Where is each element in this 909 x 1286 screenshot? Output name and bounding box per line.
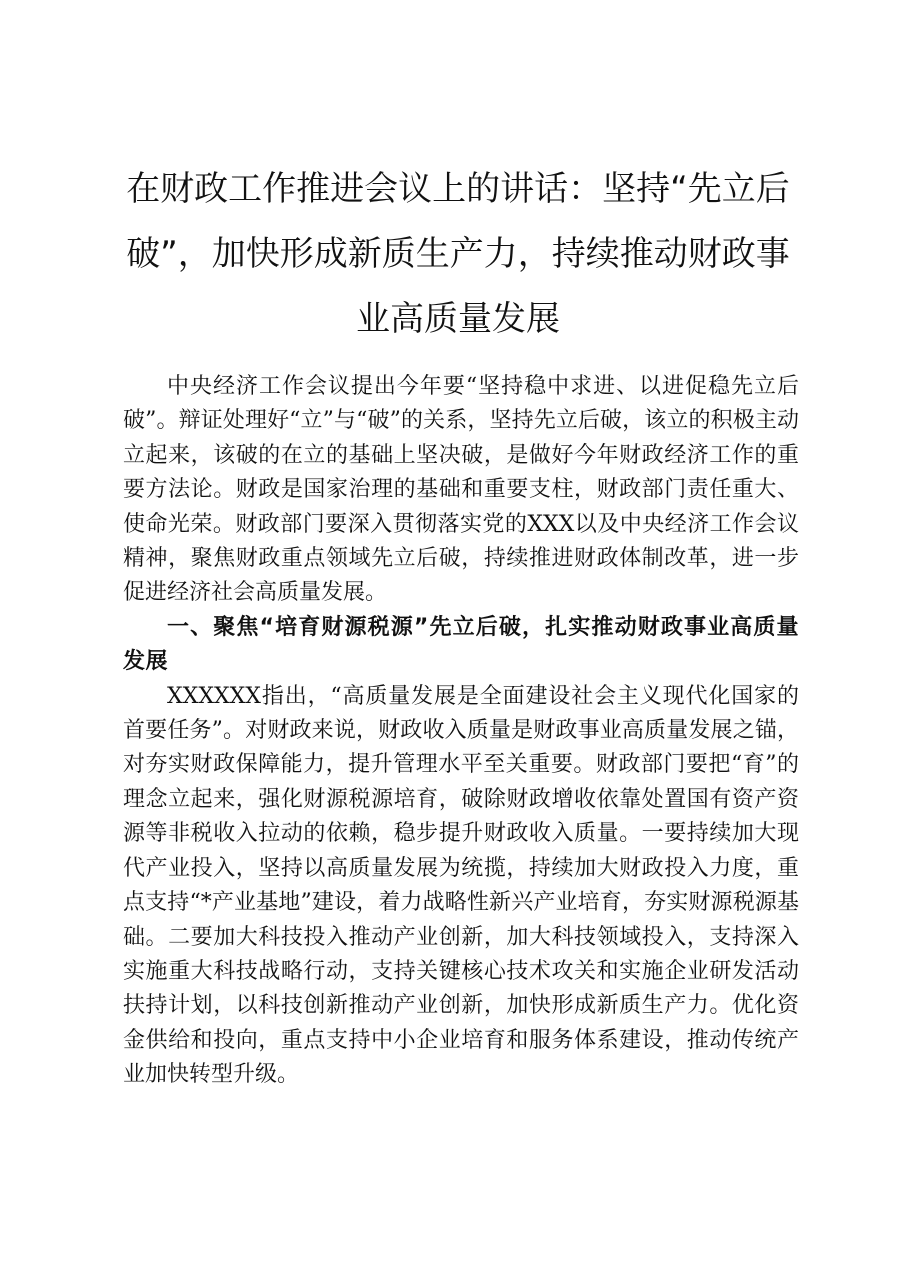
document-body — [123, 370, 799, 1093]
document-title: 在财政工作推进会议上的讲话：坚持“先立后破”，加快形成新质生产力，持续推动财政事业高质量发展 — [126, 169, 790, 339]
body-paragraph: XXXXXX指出，“高质量发展是全面建设社会主义现代化国家的首要任务”。对财政来说，财政收入质量是财政事业高质量发展之锚，对夯实财政保障能力，提升管理水平至关重要。财政部门要把“育”的理念立起来，强化财源税源培育，破除财政增收依靠处置国有资产资源等非税收入拉动的依赖，稳步提升财政收入质量。一要持续加大现代产业投入，坚持以高质量发展为统揽，持续加大财政投入力度，重点支持“*产业基地”建设，着力战略性新兴产业培育，夯实财源税源基础。二要加大科技投入推动产业创新，加大科技领域投入，支持深入实施重大科技战略行动，支持关键核心技术攻关和实施企业研发活动扶持计划，以科技创新推动产业创新，加快形成新质生产力。优化资金供给和投向，重点支持中小企业培育和服务体系建设，推动传统产业加快转型升级。 — [123, 683, 799, 1088]
section-heading: 一、聚焦“培育财源税源”先立后破，扎实推动财政事业高质量发展 — [123, 614, 799, 675]
intro-paragraph: 中央经济工作会议提出今年要“坚持稳中求进、以进促稳先立后破”。辩证处理好“立”与“破”的关系，坚持先立后破，该立的积极主动立起来，该破的在立的基础上坚决破，是做好今年财政经济工作的重要方法论。财政是国家治理的基础和重要支柱，财政部门责任重大、使命光荣。财政部门要深入贯彻落实党的XXX以及中央经济工作会议精神，聚焦财政重点领域先立后破，持续推进财政体制改革，进一步促进经济社会高质量发展。 — [123, 374, 799, 606]
